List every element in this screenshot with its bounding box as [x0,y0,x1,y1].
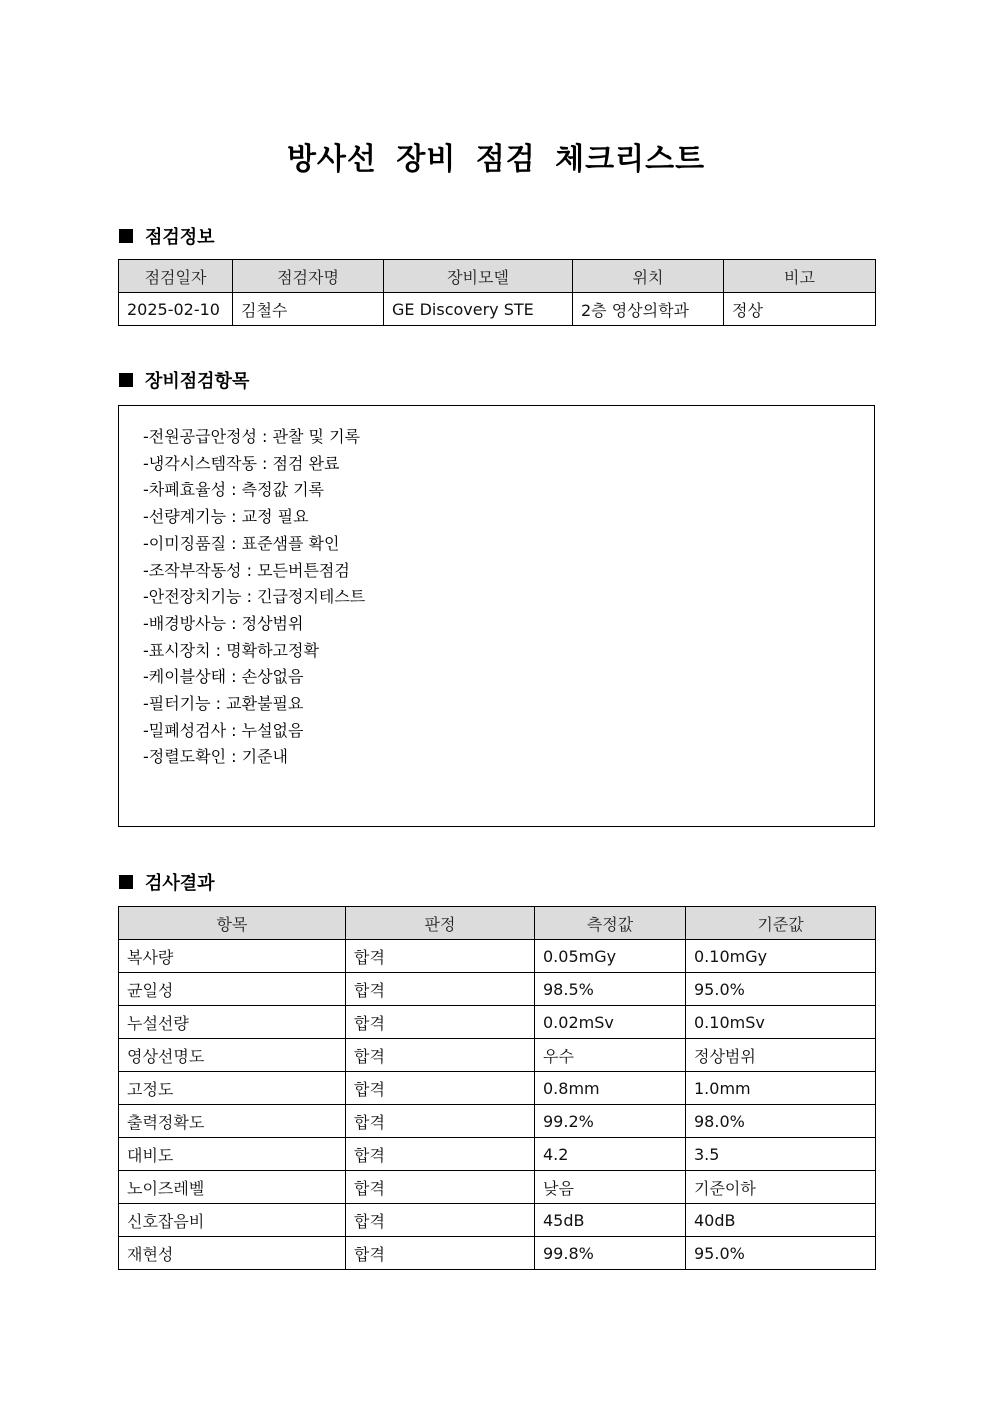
section-heading-checklist [119,367,249,393]
info-table-header-row [119,260,876,293]
info-header-model: 장비모델 [384,260,573,293]
result-standard: 기준이하 [686,1171,876,1204]
info-date: 2025-02-10 [119,293,233,326]
result-item: 대비도 [119,1138,346,1171]
result-item: 고정도 [119,1072,346,1105]
result-item: 재현성 [119,1237,346,1270]
checklist-item: -정렬도확인 : 기준내 [143,747,288,767]
info-header-location: 위치 [573,260,724,293]
result-verdict: 합격 [346,940,535,973]
black-square-icon [119,229,133,243]
section-heading-info-label: 점검정보 [145,227,215,248]
result-standard: 40dB [686,1204,876,1237]
result-measured: 0.02mSv [535,1006,686,1039]
info-inspector: 김철수 [233,293,384,326]
result-verdict: 합격 [346,1237,535,1270]
result-measured: 45dB [535,1204,686,1237]
result-measured: 0.05mGy [535,940,686,973]
result-standard: 1.0mm [686,1072,876,1105]
table-row [119,1138,876,1171]
result-verdict: 합격 [346,1006,535,1039]
result-standard: 95.0% [686,973,876,1006]
table-row [119,1039,876,1072]
results-header-verdict: 판정 [346,907,535,940]
results-header-standard: 기준값 [686,907,876,940]
table-row [119,940,876,973]
result-measured: 낮음 [535,1171,686,1204]
table-row [119,1105,876,1138]
checklist-item: -안전장치기능 : 긴급정지테스트 [143,587,366,607]
result-standard: 95.0% [686,1237,876,1270]
info-model: GE Discovery STE [384,293,573,326]
result-measured: 98.5% [535,973,686,1006]
section-heading-results-label: 검사결과 [145,873,215,894]
result-item: 신호잡음비 [119,1204,346,1237]
result-standard: 정상범위 [686,1039,876,1072]
checklist-item: -배경방사능 : 정상범위 [143,613,304,633]
result-item: 균일성 [119,973,346,1006]
table-row [119,973,876,1006]
result-measured: 우수 [535,1039,686,1072]
checklist-item: -표시장치 : 명확하고정확 [143,640,319,660]
checklist-item: -이미징품질 : 표준샘플 확인 [143,533,340,553]
results-header-item: 항목 [119,907,346,940]
table-row [119,1204,876,1237]
table-row [119,1006,876,1039]
section-heading-results [119,869,215,895]
checklist-item: -선량계기능 : 교정 필요 [143,507,309,527]
result-standard: 0.10mGy [686,940,876,973]
info-table [118,259,876,326]
result-verdict: 합격 [346,1171,535,1204]
result-verdict: 합격 [346,1072,535,1105]
checklist-box [118,405,875,827]
info-location: 2층 영상의학과 [573,293,724,326]
checklist-item: -밀폐성검사 : 누설없음 [143,720,304,740]
info-table-row [119,293,876,326]
table-row [119,1072,876,1105]
info-remarks: 정상 [724,293,876,326]
result-verdict: 합격 [346,1039,535,1072]
table-row [119,1237,876,1270]
checklist-item: -냉각시스템작동 : 점검 완료 [143,453,340,473]
result-standard: 0.10mSv [686,1006,876,1039]
result-item: 복사량 [119,940,346,973]
checklist-item: -필터기능 : 교환불필요 [143,694,304,714]
result-item: 노이즈레벨 [119,1171,346,1204]
result-verdict: 합격 [346,973,535,1006]
section-heading-info [119,223,215,249]
result-measured: 99.2% [535,1105,686,1138]
result-measured: 99.8% [535,1237,686,1270]
black-square-icon [119,875,133,889]
result-item: 영상선명도 [119,1039,346,1072]
result-item: 출력정확도 [119,1105,346,1138]
result-measured: 0.8mm [535,1072,686,1105]
result-measured: 4.2 [535,1138,686,1171]
section-heading-checklist-label: 장비점검항목 [145,371,250,392]
result-verdict: 합격 [346,1204,535,1237]
result-item: 누설선량 [119,1006,346,1039]
info-header-inspector: 점검자명 [233,260,384,293]
results-table-header-row [119,907,876,940]
result-standard: 98.0% [686,1105,876,1138]
result-verdict: 합격 [346,1105,535,1138]
result-standard: 3.5 [686,1138,876,1171]
results-header-measured: 측정값 [535,907,686,940]
table-row [119,1171,876,1204]
checklist-list [119,406,874,771]
checklist-item: -차폐효율성 : 측정값 기록 [143,480,324,500]
result-verdict: 합격 [346,1138,535,1171]
checklist-item: -전원공급안정성 : 관찰 및 기록 [143,427,360,446]
black-square-icon [119,373,133,387]
checklist-item: -조작부작동성 : 모든버튼점검 [143,560,350,580]
page-title: 방사선 장비 점검 체크리스트 [286,142,706,177]
info-header-remarks: 비고 [724,260,876,293]
checklist-item: -케이블상태 : 손상없음 [143,667,304,687]
results-table [118,906,876,1270]
info-header-date: 점검일자 [119,260,233,293]
